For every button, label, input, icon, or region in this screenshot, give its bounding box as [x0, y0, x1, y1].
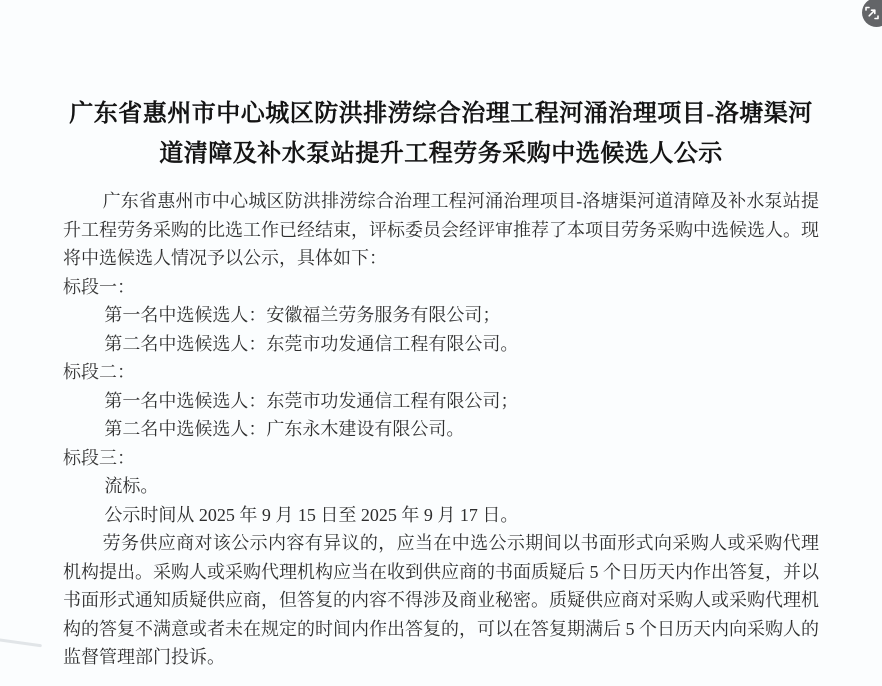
candidate-line: 第一名中选候选人：东莞市功发通信工程有限公司；	[104, 390, 519, 411]
section-lot-3	[63, 444, 819, 501]
section-lot-1	[63, 273, 819, 359]
section-label: 标段二：	[63, 362, 135, 382]
resize-icon	[865, 6, 879, 20]
candidate-line: 第二名中选候选人：东莞市功发通信工程有限公司。	[104, 333, 519, 354]
section-label: 标段一：	[63, 276, 135, 297]
publicity-period-line: 公示时间从 2025 年 9 月 15 日至 2025 年 9 月 17 日。	[104, 504, 519, 525]
page-title: 广东省惠州市中心城区防洪排涝综合治理工程河涌治理项目-洛塘渠河道清障及补水泵站提升工程劳务采购中选候选人公示	[69, 101, 813, 167]
section-lot-2	[63, 358, 819, 444]
intro-paragraph: 广东省惠州市中心城区防洪排涝综合治理工程河涌治理项目-洛塘渠河道清障及补水泵站提升工程劳务采购的比选工作已经结束，评标委员会经评审推荐了本项目劳务采购中选候选人。现将中选候选人情况予以公示，具体如下：	[63, 191, 819, 268]
candidate-line: 第一名中选候选人：安徽福兰劳务服务有限公司；	[104, 305, 501, 325]
dispute-notice-paragraph: 劳务供应商对该公示内容有异议的，应当在中选公示期间以书面形式向采购人或采购代理机构提出。采购人或采购代理机构应当在收到供应商的书面质疑后 5 个日历天内作出答复，并以书面形式通知质疑供应商，但答复的内容不得涉及商业秘密。质疑供应商对采购人或采购代理机构的答复不满意或者未在规定的时间内作出答复的，可以在答复期满后 5 个日历天内向采购人的监督管理部门投诉。	[63, 533, 819, 667]
failed-bid-line: 流标。	[104, 476, 159, 496]
section-label: 标段三：	[63, 447, 135, 468]
candidate-line: 第二名中选候选人：广东永木建设有限公司。	[104, 419, 465, 439]
